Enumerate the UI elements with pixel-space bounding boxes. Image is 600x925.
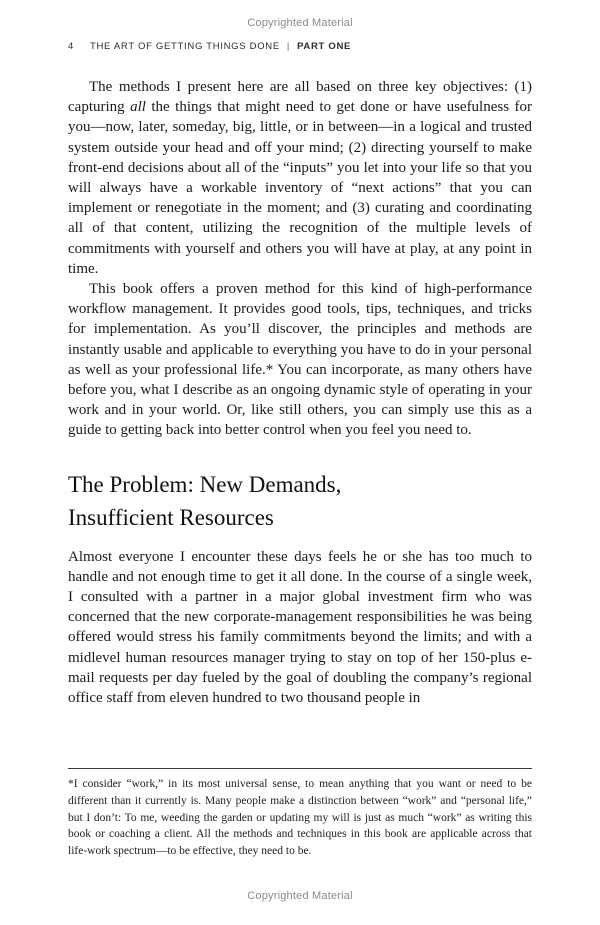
section-heading-line-2: Insufficient Resources: [68, 504, 274, 530]
section-heading-line-1: The Problem: New Demands,: [68, 471, 342, 497]
paragraph-2: This book offers a proven method for this kind of high-performance workflow management. It provides good tools, tips, techniques, and tricks for implementation. As you’ll discover, the principles and methods are instantly usable and applicable to everything you have to do in your personal as well as your professional life.* You can incorporate, as many others have before you, what I describe as an ongoing dynamic style of operating in your work and in your world. Or, like still others, you can simply use this as a guide to getting back into better control when you feel you need to.: [68, 281, 532, 439]
section-heading: [68, 468, 532, 534]
paragraph-1-segment-2: the things that might need to get done or have usefulness for you—now, later, someday, big, little, or in between—in a logical and trusted system outside your head and off your mind; (2) directing yourself to make front-end decisions about all of the “inputs” you let into your life so that you will always have a workable inventory of “next actions” that you can implement or renegotiate in the moment; and (3) curating and coordinating all of that content, utilizing the recognition of the multiple levels of commitments with yourself and others you will have at play, at any point in time.: [68, 99, 532, 277]
header-separator: |: [286, 41, 291, 52]
footnote-area: [68, 768, 532, 860]
copyright-notice-top: Copyrighted Material: [247, 17, 353, 29]
page-number: 4: [68, 41, 74, 52]
footnote-rule: [68, 768, 532, 769]
book-title: THE ART OF GETTING THINGS DONE: [89, 41, 280, 52]
part-label: PART ONE: [297, 41, 352, 52]
paragraph-3: Almost everyone I encounter these days feels he or she has too much to handle and not enough time to get it all done. In the course of a single week, I consulted with a partner in a major global investment firm who was concerned that the new corporate-management responsibilities he was being offered would stress his family commitments beyond the limits; and with a midlevel human resources manager trying to stay on top of her 150-plus e-mail requests per day fueled by the goal of doubling the company’s regional office staff from eleven hundred to two thousand people in: [68, 548, 532, 707]
footnote-text: *I consider “work,” in its most universal sense, to mean anything that you want or need to be different than it currently is. Many people make a distinction between “work” and “personal life,” but I don’t: To me, weeding the garden or updating my will is just as much “work” as writing this book or coaching a client. All the methods and techniques in this book are applicable across that life-work spectrum—to be effective, they need to be.: [68, 778, 532, 858]
body-text: [68, 77, 532, 708]
running-head: [68, 41, 532, 52]
copyright-notice-bottom: Copyrighted Material: [0, 890, 600, 902]
paragraph-1: [68, 77, 532, 279]
paragraph-1-italic-word: all: [130, 99, 146, 116]
paragraph-1-segment-1: The methods I present here are all based on three key objectives: (1) capturing: [68, 79, 532, 116]
